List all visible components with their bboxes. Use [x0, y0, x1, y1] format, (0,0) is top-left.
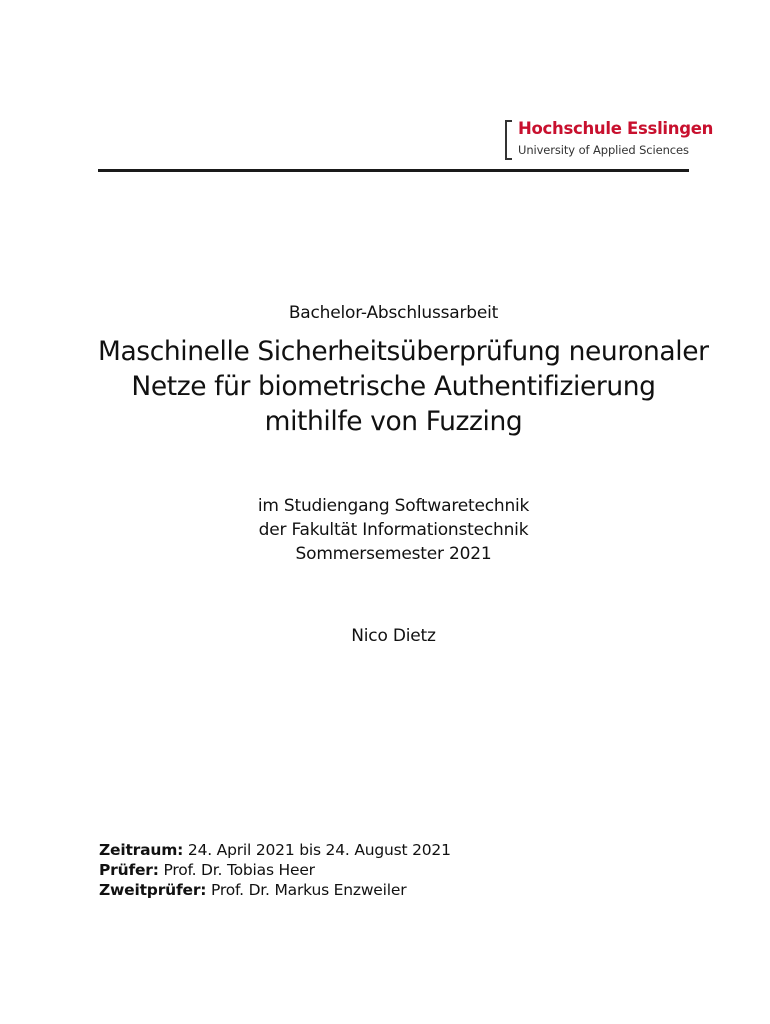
university-logo: [505, 118, 714, 162]
header-rule: [98, 169, 689, 172]
author-name: Nico Dietz: [351, 626, 436, 646]
detail-key: Prüfer:: [99, 861, 159, 879]
study-program: [98, 494, 689, 566]
program-line: der Fakultät Informationstechnik: [258, 520, 529, 540]
detail-key: Zeitraum:: [99, 841, 184, 859]
logo-university-name: Hochschule Esslingen: [518, 119, 714, 138]
thesis-type: Bachelor-Abschlussarbeit: [288, 303, 499, 323]
title-line: Netze für biometrische Authentifizierung: [131, 371, 656, 402]
program-line: Sommersemester 2021: [295, 544, 492, 564]
detail-value: Prof. Dr. Markus Enzweiler: [211, 881, 407, 899]
title-line: Maschinelle Sicherheitsüberprüfung neuronaler: [98, 336, 709, 367]
detail-value: Prof. Dr. Tobias Heer: [163, 861, 315, 879]
detail-key: Zweitprüfer:: [99, 881, 207, 899]
detail-row-period: [99, 840, 451, 860]
logo-bracket-icon: [505, 120, 512, 160]
thesis-details: [99, 840, 451, 900]
detail-row-examiner: [99, 860, 451, 880]
title-line: mithilfe von Fuzzing: [264, 406, 523, 437]
program-line: im Studiengang Softwaretechnik: [257, 496, 530, 516]
detail-row-second-examiner: [99, 880, 451, 900]
thesis-title: [98, 334, 709, 439]
detail-value: 24. April 2021 bis 24. August 2021: [187, 841, 451, 859]
logo-university-subtitle: University of Applied Sciences: [518, 143, 689, 157]
